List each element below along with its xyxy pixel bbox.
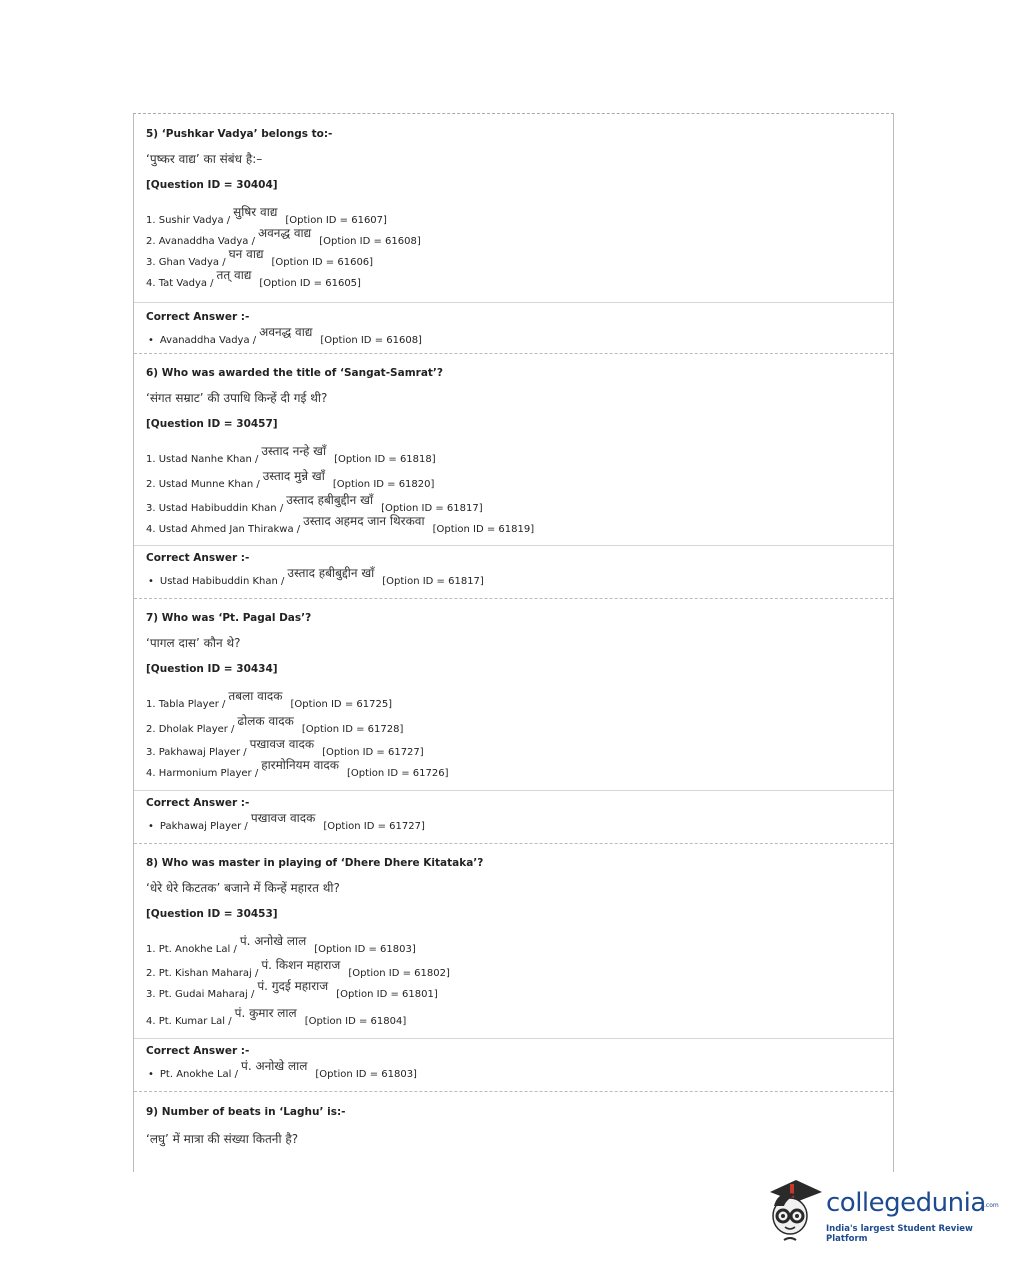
bullet-icon: • [148, 576, 154, 587]
question-id: [Question ID = 30434] [146, 663, 278, 675]
question-title: 5) ‘Pushkar Vadya’ belongs to:- [146, 128, 333, 140]
logo-name: collegedunia [826, 1188, 986, 1218]
correct-answer-block [146, 1045, 885, 1080]
correct-answer-label: Correct Answer :- [146, 1045, 250, 1057]
question-title: 7) Who was ‘Pt. Pagal Das’? [146, 612, 312, 624]
option-item: 4. Ustad Ahmed Jan Thirakwa / उस्ताद अहमद जान थिरकवा [Option ID = 61819] [146, 514, 535, 535]
question-title: 9) Number of beats in ‘Laghu’ is:- [146, 1106, 346, 1118]
logo-domain: .com [984, 1202, 999, 1209]
option-item: 4. Pt. Kumar Lal / पं. कुमार लाल [Option ID = 61804] [146, 1006, 407, 1027]
correct-answer-label: Correct Answer :- [146, 311, 250, 323]
student-mascot-icon [766, 1176, 824, 1246]
question-hindi: ‘पागल दास’ कौन थे? [146, 636, 241, 650]
correct-answer: • Ustad Habibuddin Khan / उस्ताद हबीबुद्दीन खाँ [Option ID = 61817] [148, 566, 484, 587]
question-paper-sheet [133, 113, 894, 1172]
option-item: 2. Dholak Player / ढोलक वादक [Option ID = 61728] [146, 714, 404, 735]
option-item: 3. Ustad Habibuddin Khan / उस्ताद हबीबुद्दीन खाँ [Option ID = 61817] [146, 493, 483, 514]
question-block [146, 857, 885, 1027]
option-item: 3. Pt. Gudai Maharaj / पं. गुदई महाराज [Option ID = 61801] [146, 979, 438, 1000]
bullet-icon: • [148, 821, 154, 832]
bullet-icon: • [148, 1069, 154, 1080]
collegedunia-logo [766, 1176, 1006, 1250]
question-block [146, 1106, 885, 1147]
options-list [146, 934, 885, 1027]
divider [134, 598, 893, 599]
option-item: 1. Sushir Vadya / सुषिर वाद्य [Option ID = 61607] [146, 205, 387, 226]
question-title: 6) Who was awarded the title of ‘Sangat-Samrat’? [146, 367, 443, 379]
option-item: 1. Pt. Anokhe Lal / पं. अनोखे लाल [Option ID = 61803] [146, 934, 416, 955]
question-hindi: ‘लघु’ में मात्रा की संख्या कितनी है? [146, 1132, 299, 1146]
correct-answer: • Avanaddha Vadya / अवनद्ध वाद्य [Option ID = 61608] [148, 325, 422, 346]
divider [134, 545, 893, 546]
divider [134, 353, 893, 354]
question-block [146, 128, 885, 289]
divider [134, 790, 893, 791]
question-id: [Question ID = 30457] [146, 418, 278, 430]
option-item: 3. Ghan Vadya / घन वाद्य [Option ID = 61606] [146, 247, 374, 268]
option-item: 2. Pt. Kishan Maharaj / पं. किशन महाराज [Option ID = 61802] [146, 958, 450, 979]
question-id: [Question ID = 30453] [146, 908, 278, 920]
correct-answer: • Pt. Anokhe Lal / पं. अनोखे लाल [Option ID = 61803] [148, 1059, 417, 1080]
option-item: 4. Harmonium Player / हारमोनियम वादक [Option ID = 61726] [146, 758, 449, 779]
question-block [146, 367, 885, 535]
divider [134, 1091, 893, 1092]
option-item: 2. Avanaddha Vadya / अवनद्ध वाद्य [Option ID = 61608] [146, 226, 421, 247]
correct-answer: • Pakhawaj Player / पखावज वादक [Option ID = 61727] [148, 811, 425, 832]
options-list [146, 689, 885, 779]
question-id: [Question ID = 30404] [146, 179, 278, 191]
option-item: 3. Pakhawaj Player / पखावज वादक [Option ID = 61727] [146, 737, 424, 758]
question-hindi: ‘धेरे धेरे किटतक’ बजाने में किन्हें महारत थी? [146, 881, 340, 895]
correct-answer-block [146, 797, 885, 832]
divider [134, 843, 893, 844]
option-item: 1. Tabla Player / तबला वादक [Option ID = 61725] [146, 689, 393, 710]
question-hindi: ‘पुष्कर वाद्य’ का संबंध है:– [146, 152, 263, 166]
question-block [146, 612, 885, 779]
option-item: 4. Tat Vadya / तत् वाद्य [Option ID = 61605] [146, 268, 361, 289]
question-hindi: ‘संगत सम्राट’ की उपाधि किन्हें दी गई थी? [146, 391, 328, 405]
correct-answer-label: Correct Answer :- [146, 797, 250, 809]
logo-tagline: India's largest Student Review Platform [826, 1224, 973, 1244]
divider [134, 302, 893, 303]
correct-answer-block [146, 552, 885, 587]
divider [134, 1038, 893, 1039]
bullet-icon: • [148, 335, 154, 346]
option-item: 1. Ustad Nanhe Khan / उस्ताद नन्हे खाँ [Option ID = 61818] [146, 444, 436, 465]
options-list [146, 205, 885, 289]
question-title: 8) Who was master in playing of ‘Dhere Dhere Kitataka’? [146, 857, 484, 869]
correct-answer-block [146, 311, 885, 346]
option-item: 2. Ustad Munne Khan / उस्ताद मुन्ने खाँ [Option ID = 61820] [146, 469, 435, 490]
options-list [146, 444, 885, 535]
correct-answer-label: Correct Answer :- [146, 552, 250, 564]
